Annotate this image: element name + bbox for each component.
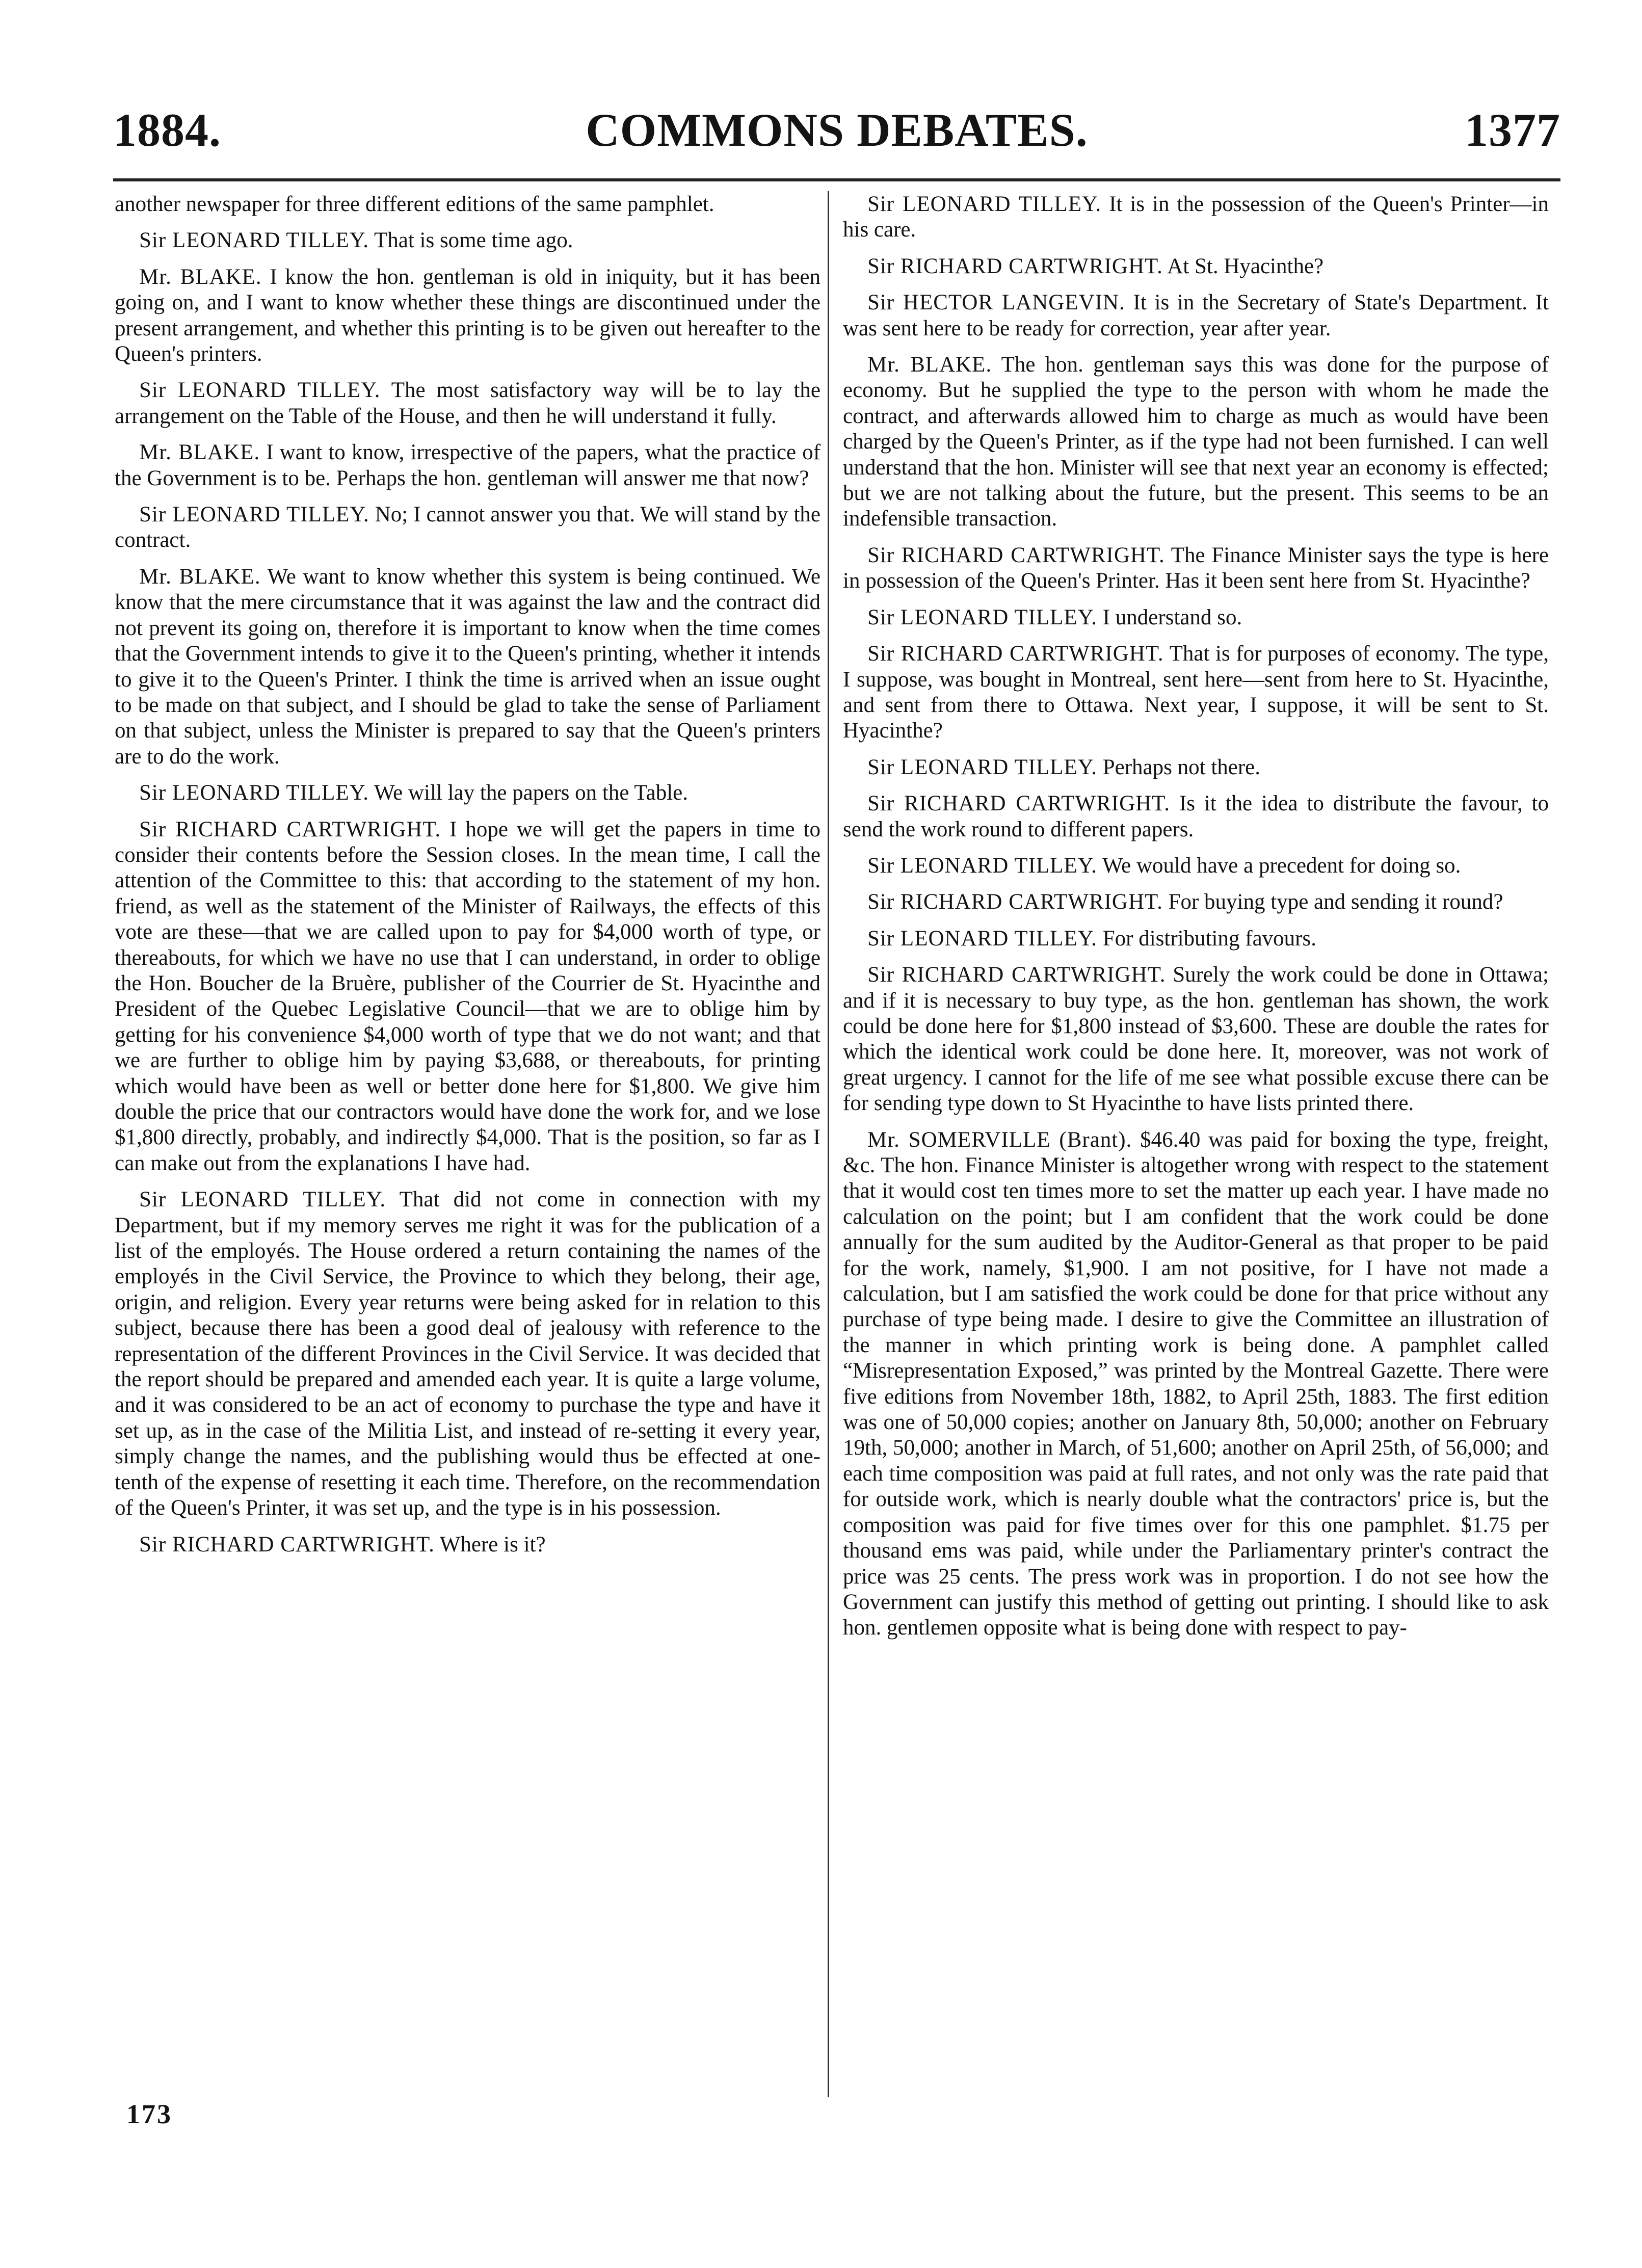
paragraph-text: The most satisfactory way will be to lay the arrangement on the Table of the House, and then he will understand it fully. — [115, 378, 820, 428]
speaker-name: Sir LEONARD TILLEY. — [139, 228, 369, 253]
debate-paragraph — [115, 440, 820, 491]
debate-paragraph — [115, 1187, 820, 1521]
header-rule — [113, 178, 1560, 181]
right-column — [843, 192, 1549, 1652]
speaker-name: Sir RICHARD CARTWRIGHT. — [867, 792, 1171, 816]
paragraph-text: For distributing favours. — [1102, 926, 1316, 951]
speaker-name: Sir RICHARD CARTWRIGHT. — [867, 963, 1166, 987]
speaker-name: Sir LEONARD TILLEY. — [139, 378, 381, 403]
debate-paragraph — [843, 1127, 1549, 1641]
paragraph-text: Surely the work could be done in Ottawa; and if it is necessary to buy type, as the hon. gentleman has shown, the work could be done here for $1,800 instead of $3,600. These are double the rates for which the identical work could be done here. It, moreover, was not work of great urgency. I cannot for the life of me see what possible excuse there can be for sending type down to St Hyacinthe to have lists printed there. — [843, 963, 1549, 1116]
speaker-name: Sir LEONARD TILLEY. — [867, 853, 1097, 878]
debate-paragraph — [843, 755, 1549, 780]
debate-paragraph — [843, 254, 1549, 279]
paragraph-text: I understand so. — [1102, 605, 1242, 629]
paragraph-text: No; I cannot answer you that. We will stand by the contract. — [115, 503, 820, 552]
debate-paragraph — [115, 192, 820, 217]
paragraph-text: I know the hon. gentleman is old in iniquity, but it has been going on, and I want to know whether these things are discontinued under the present arrangement, and whether this printing is to be given out hereafter to the Queen's printers. — [115, 265, 821, 366]
speaker-name: Sir LEONARD TILLEY. — [867, 192, 1102, 216]
paragraph-text: Where is it? — [439, 1532, 546, 1557]
header-page-number: 1377 — [1465, 104, 1560, 156]
speaker-name: Sir LEONARD TILLEY. — [867, 755, 1097, 779]
paragraph-text: For buying type and sending it round? — [1168, 890, 1503, 914]
paragraph-text: $46.40 was paid for boxing the type, freight, &c. The hon. Finance Minister is altogether wrong with respect to the statement that it would cost ten times more to set the matter up each year. I have made no calculation on the point; but I am confident that the work could be done annually for the sum audited by the Auditor-General as that proper to be paid for the work, namely, $1,900. I am not positive, for I have not made a calculation, but I am satisfied the work could be done for that price without any purchase of type being made. I desire to give the Committee an illustration of the manner in which printing work is being done. A pamphlet called “Misrepresentation Exposed,” was printed by the Montreal Gazette. There were five editions from November 18th, 1882, to April 25th, 1883. The first edition was one of 50,000 copies; another on January 8th, 50,000; another on February 19th, 50,000; another in March, of 51,600; another on April 25th, of 56,000; and each time composition was paid at full rates, and not only was the rate paid that for outside work, which is nearly double what the contractors' price is, but the composition was paid for five times over for this one pamphlet. $1.75 per thousand ems was paid, while under the Parliamentary printer's contract the price was 25 cents. The press work was in proportion. I do not see how the Government can justify this method of getting out printing. I should like to ask hon. gentlemen opposite what is being done with respect to pay- — [843, 1127, 1549, 1640]
left-column — [115, 192, 820, 1568]
debate-paragraph — [115, 564, 820, 770]
speaker-name: Sir RICHARD CARTWRIGHT. — [867, 890, 1163, 914]
debate-paragraph — [843, 605, 1549, 630]
speaker-name: Mr. SOMERVILLE (Brant). — [867, 1127, 1132, 1152]
debate-paragraph — [843, 641, 1549, 744]
paragraph-text: I want to know, irrespective of the papers, what the practice of the Government is to be. Perhaps the hon. gentleman will answer me that now? — [115, 440, 821, 490]
paragraph-text: We want to know whether this system is being continued. We know that the mere circumstance that it was against the law and the contract did not prevent its going on, therefore it is important to know when the time comes that the Government intends to give it to the Queen's printing, whether it intends to give it to the Queen's Printer. I think the time is arrived when an issue ought to be made on that subject, and I should be glad to take the sense of Parliament on that subject, unless the Minister is prepared to say that the Queen's printers are to do the work. — [115, 564, 821, 769]
speaker-name: Sir LEONARD TILLEY. — [139, 1188, 386, 1212]
speaker-name: Sir LEONARD TILLEY. — [139, 781, 369, 805]
page-header — [113, 102, 1560, 168]
debate-paragraph — [843, 192, 1549, 243]
debate-paragraph — [115, 780, 820, 806]
paragraph-text: The Finance Minister says the type is here in possession of the Queen's Printer. Has it been sent here from St. Hyacinthe? — [843, 543, 1549, 593]
debate-paragraph — [843, 962, 1549, 1116]
speaker-name: Sir RICHARD CARTWRIGHT. — [867, 642, 1164, 666]
speaker-name: Sir LEONARD TILLEY. — [139, 503, 369, 527]
speaker-name: Mr. BLAKE. — [139, 440, 260, 465]
debate-paragraph — [843, 352, 1549, 532]
paragraph-text: That is for purposes of economy. The type, I suppose, was bought in Montreal, sent here—sent from here to St. Hyacinthe, and sent from there to Ottawa. Next year, I suppose, it will be sent to St. Hyacinthe? — [843, 642, 1549, 743]
speaker-name: Sir LEONARD TILLEY. — [867, 605, 1097, 629]
paragraph-text: It is in the Secretary of State's Department. It was sent here to be ready for correction, year after year. — [843, 291, 1549, 340]
speaker-name: Sir HECTOR LANGEVIN. — [867, 291, 1125, 315]
speaker-name: Mr. BLAKE. — [139, 564, 261, 589]
speaker-name: Mr. BLAKE. — [867, 353, 992, 377]
speaker-name: Mr. BLAKE. — [139, 265, 262, 289]
speaker-name: Sir RICHARD CARTWRIGHT. — [867, 254, 1163, 278]
speaker-name: Sir RICHARD CARTWRIGHT. — [139, 817, 441, 841]
paragraph-text: We would have a precedent for doing so. — [1102, 853, 1461, 878]
debate-paragraph — [115, 502, 820, 553]
paragraph-text: That is some time ago. — [374, 228, 573, 253]
speaker-name: Sir LEONARD TILLEY. — [867, 926, 1097, 951]
speaker-name: Sir RICHARD CARTWRIGHT. — [867, 543, 1165, 567]
header-year: 1884. — [113, 104, 221, 156]
debate-paragraph — [843, 791, 1549, 842]
paragraph-text: Is it the idea to distribute the favour, to send the work round to different papers. — [843, 792, 1549, 841]
debate-paragraph — [115, 817, 820, 1177]
paragraph-text: I hope we will get the papers in time to consider their contents before the Session closes. In the mean time, I call the attention of the Committee to this: that according to the statement of my hon. friend, as well as the statement of the Minister of Railways, the effects of this vote are these—that we are called upon to pay for $4,000 worth of type, or thereabouts, for which we have no use that I can understand, in order to oblige the Hon. Boucher de la Bruère, publisher of the Courrier de St. Hyacinthe and President of the Quebec Legislative Council—that we are to oblige him by getting for his convenience $4,000 worth of type that we do not want; and that we are further to oblige him by paying $3,688, or thereabouts, for printing which would have been as well or better done here for $1,800. We give him double the price that our contractors would have done the work for, and we lose $1,800 directly, probably, and indirectly $4,000. That is the position, so far as I can make out from the explanations I have had. — [115, 817, 820, 1175]
debate-paragraph — [843, 889, 1549, 915]
paragraph-text: It is in the possession of the Queen's Printer—in his care. — [843, 192, 1549, 242]
signature-mark: 173 — [126, 2099, 172, 2129]
paragraph-text: Perhaps not there. — [1102, 755, 1261, 779]
paragraph-text: another newspaper for three different editions of the same pamphlet. — [115, 192, 714, 216]
debate-paragraph — [115, 265, 820, 367]
debate-paragraph — [843, 543, 1549, 594]
column-divider — [828, 191, 829, 2097]
debate-paragraph — [115, 228, 820, 253]
debate-paragraph — [115, 1532, 820, 1558]
header-title: COMMONS DEBATES. — [586, 104, 1088, 156]
speaker-name: Sir RICHARD CARTWRIGHT. — [139, 1532, 435, 1557]
paragraph-text: At St. Hyacinthe? — [1167, 254, 1324, 278]
debate-paragraph — [115, 378, 820, 429]
debate-paragraph — [843, 853, 1549, 879]
paragraph-text: We will lay the papers on the Table. — [374, 781, 688, 805]
debate-paragraph — [843, 926, 1549, 952]
paragraph-text: The hon. gentleman says this was done for the purpose of economy. But he supplied the type to the person with whom he made the contract, and afterwards allowed him to charge as much as would have been charged by the Queen's Printer, as if the type had not been furnished. I can well understand that the hon. Minister will see that next year an economy is effected; but we are not talking about the future, but the present. This seems to be an indefensible transaction. — [843, 353, 1549, 531]
debate-paragraph — [843, 290, 1549, 341]
paragraph-text: That did not come in connection with my Department, but if my memory serves me right it was for the publication of a list of the employés. The House ordered a return containing the names of the employés in the Civil Service, the Province to which they belong, their age, origin, and religion. Every year returns were being asked for in relation to this subject, because there has been a good deal of jealousy with reference to the representation of the different Provinces in the Civil Service. It was decided that the report should be prepared and amended each year. It is quite a large volume, and it was considered to be an act of economy to purchase the type and have it set up, as in the case of the Militia List, and instead of re-setting it every year, simply change the names, and the publishing would thus be effected at one-tenth of the expense of resetting it each time. Therefore, on the recommendation of the Queen's Printer, it was set up, and the type is in his possession. — [115, 1188, 820, 1520]
